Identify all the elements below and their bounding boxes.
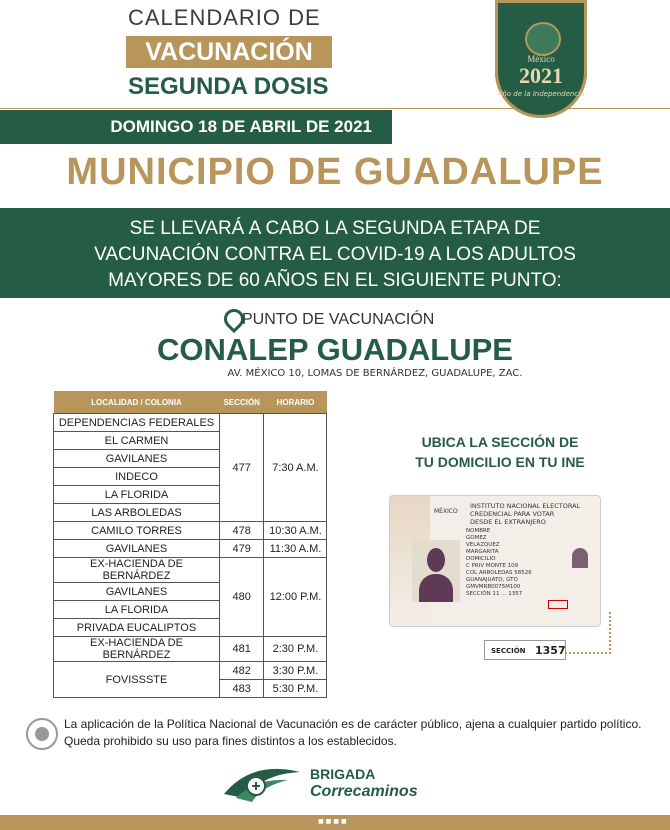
section-callout <box>484 640 566 660</box>
mini-photo-icon <box>572 548 588 568</box>
table-cell-localidad: EL CARMEN <box>54 432 220 450</box>
card-line: GOMEZ <box>466 535 487 541</box>
logo-subtitle: Año de la Independencia <box>497 90 585 98</box>
table-cell-seccion: 480 <box>220 558 264 637</box>
table-cell-horario: 12:00 P.M. <box>264 558 327 637</box>
announcement-line: MAYORES DE 60 AÑOS EN EL SIGUIENTE PUNTO: <box>108 270 562 291</box>
dotted-connector <box>565 612 611 654</box>
table-cell-localidad: DEPENDENCIAS FEDERALES <box>54 414 220 432</box>
table-cell-seccion: 482 <box>220 662 264 680</box>
announcement-line: SE LLEVARÁ A CABO LA SEGUNDA ETAPA DE <box>129 218 541 239</box>
table-cell-localidad: CAMILO TORRES <box>54 522 220 540</box>
eagle-icon <box>525 22 561 56</box>
table-header: LOCALIDAD / COLONIA <box>54 391 220 414</box>
ine-card-image <box>389 495 601 627</box>
table-cell-localidad: GAVILANES <box>54 583 220 601</box>
table-cell-localidad: GAVILANES <box>54 450 220 468</box>
table-cell-localidad: EX-HACIENDA DE BERNÁRDEZ <box>54 637 220 662</box>
social-icons: ■■■■ <box>318 818 349 825</box>
face-shape <box>427 548 445 572</box>
table-cell-horario: 7:30 A.M. <box>264 414 327 522</box>
brand-line2: Correcaminos <box>310 783 418 800</box>
ine-prompt <box>395 432 605 472</box>
table-cell-seccion: 483 <box>220 680 264 698</box>
logo-country: México <box>527 54 555 64</box>
card-line: C PRIV MONTE 109 <box>466 563 519 569</box>
header-title-line3: SEGUNDA DOSIS <box>128 73 329 100</box>
table-cell-seccion: 478 <box>220 522 264 540</box>
schedule-table <box>53 391 327 698</box>
card-line: VELAZQUEZ <box>466 542 500 548</box>
card-heading <box>470 502 580 526</box>
card-line: NOMBRE <box>466 528 491 534</box>
card-line: SECCIÓN 11 ... 1357 <box>466 591 523 597</box>
table-cell-horario: 11:30 A.M. <box>264 540 327 558</box>
card-heading-line: INSTITUTO NACIONAL ELECTORAL <box>470 502 581 510</box>
card-heading-line: CREDENCIAL PARA VOTAR <box>470 510 555 518</box>
ine-prompt-line: TU DOMICILIO EN TU INE <box>415 454 585 470</box>
logo-year: 2021 <box>519 63 563 88</box>
location-address: AV. MÉXICO 10, LOMAS DE BERNÁRDEZ, GUADALUPE, ZAC. <box>227 368 523 379</box>
card-heading-line: DESDE EL EXTRANJERO <box>470 518 546 526</box>
divider <box>0 108 670 109</box>
location-label: PUNTO DE VACUNACIÓN <box>242 311 435 328</box>
mexico-2021-logo <box>495 0 587 118</box>
section-callout-label: SECCIÓN <box>491 647 526 655</box>
table-cell-horario: 2:30 P.M. <box>264 637 327 662</box>
card-line: GUANAJUATO, GTO <box>466 577 518 583</box>
header-title-line2: VACUNACIÓN <box>126 36 332 68</box>
card-line: DOMICILIO <box>466 556 496 562</box>
legal-notice: La aplicación de la Política Nacional de Vacunación es de carácter público, ajena a cualquier partido político. Queda prohibido su uso para fines distintos a los establecidos. <box>64 717 642 748</box>
table-cell-localidad: LA FLORIDA <box>54 601 220 619</box>
table-cell-seccion: 479 <box>220 540 264 558</box>
table-cell-localidad: LAS ARBOLEDAS <box>54 504 220 522</box>
table-cell-horario: 5:30 P.M. <box>264 680 327 698</box>
card-line: GMVMRB0075M100 <box>466 584 521 590</box>
table-cell-seccion: 481 <box>220 637 264 662</box>
table-cell-localidad: GAVILANES <box>54 540 220 558</box>
location-name: CONALEP GUADALUPE <box>157 332 513 367</box>
announcement-line: VACUNACIÓN CONTRA EL COVID-19 A LOS ADULTOS <box>94 244 576 265</box>
brigada-logo-icon <box>222 764 302 804</box>
card-line: MARGARITA <box>466 549 499 555</box>
table-cell-horario: 3:30 P.M. <box>264 662 327 680</box>
card-line: COL ARBOLEDAS 58526 <box>466 570 532 576</box>
table-header: SECCIÓN <box>220 391 264 414</box>
table-header: HORARIO <box>264 391 327 414</box>
torso-shape <box>419 574 453 602</box>
brand-line1: BRIGADA <box>310 766 376 782</box>
card-country: MÉXICO <box>434 508 458 515</box>
announcement-banner <box>0 208 670 298</box>
ine-prompt-line: UBICA LA SECCIÓN DE <box>421 434 579 450</box>
table-cell-localidad: PRIVADA EUCALIPTOS <box>54 619 220 637</box>
section-highlight <box>548 600 568 609</box>
section-callout-value: 1357 <box>535 644 566 657</box>
header-title-line1: CALENDARIO DE <box>128 5 321 30</box>
card-details <box>466 528 532 598</box>
table-cell-localidad: INDECO <box>54 468 220 486</box>
table-cell-seccion: 477 <box>220 414 264 522</box>
card-photo-icon <box>412 540 460 602</box>
date-banner: DOMINGO 18 DE ABRIL DE 2021 <box>0 110 392 144</box>
table-cell-localidad: EX-HACIENDA DE BERNÁRDEZ <box>54 558 220 583</box>
national-seal-icon <box>26 718 58 750</box>
table-cell-localidad: LA FLORIDA <box>54 486 220 504</box>
municipio-title: MUNICIPIO DE GUADALUPE <box>66 151 604 193</box>
table-cell-localidad: FOVISSSTE <box>54 662 220 698</box>
table-cell-horario: 10:30 A.M. <box>264 522 327 540</box>
